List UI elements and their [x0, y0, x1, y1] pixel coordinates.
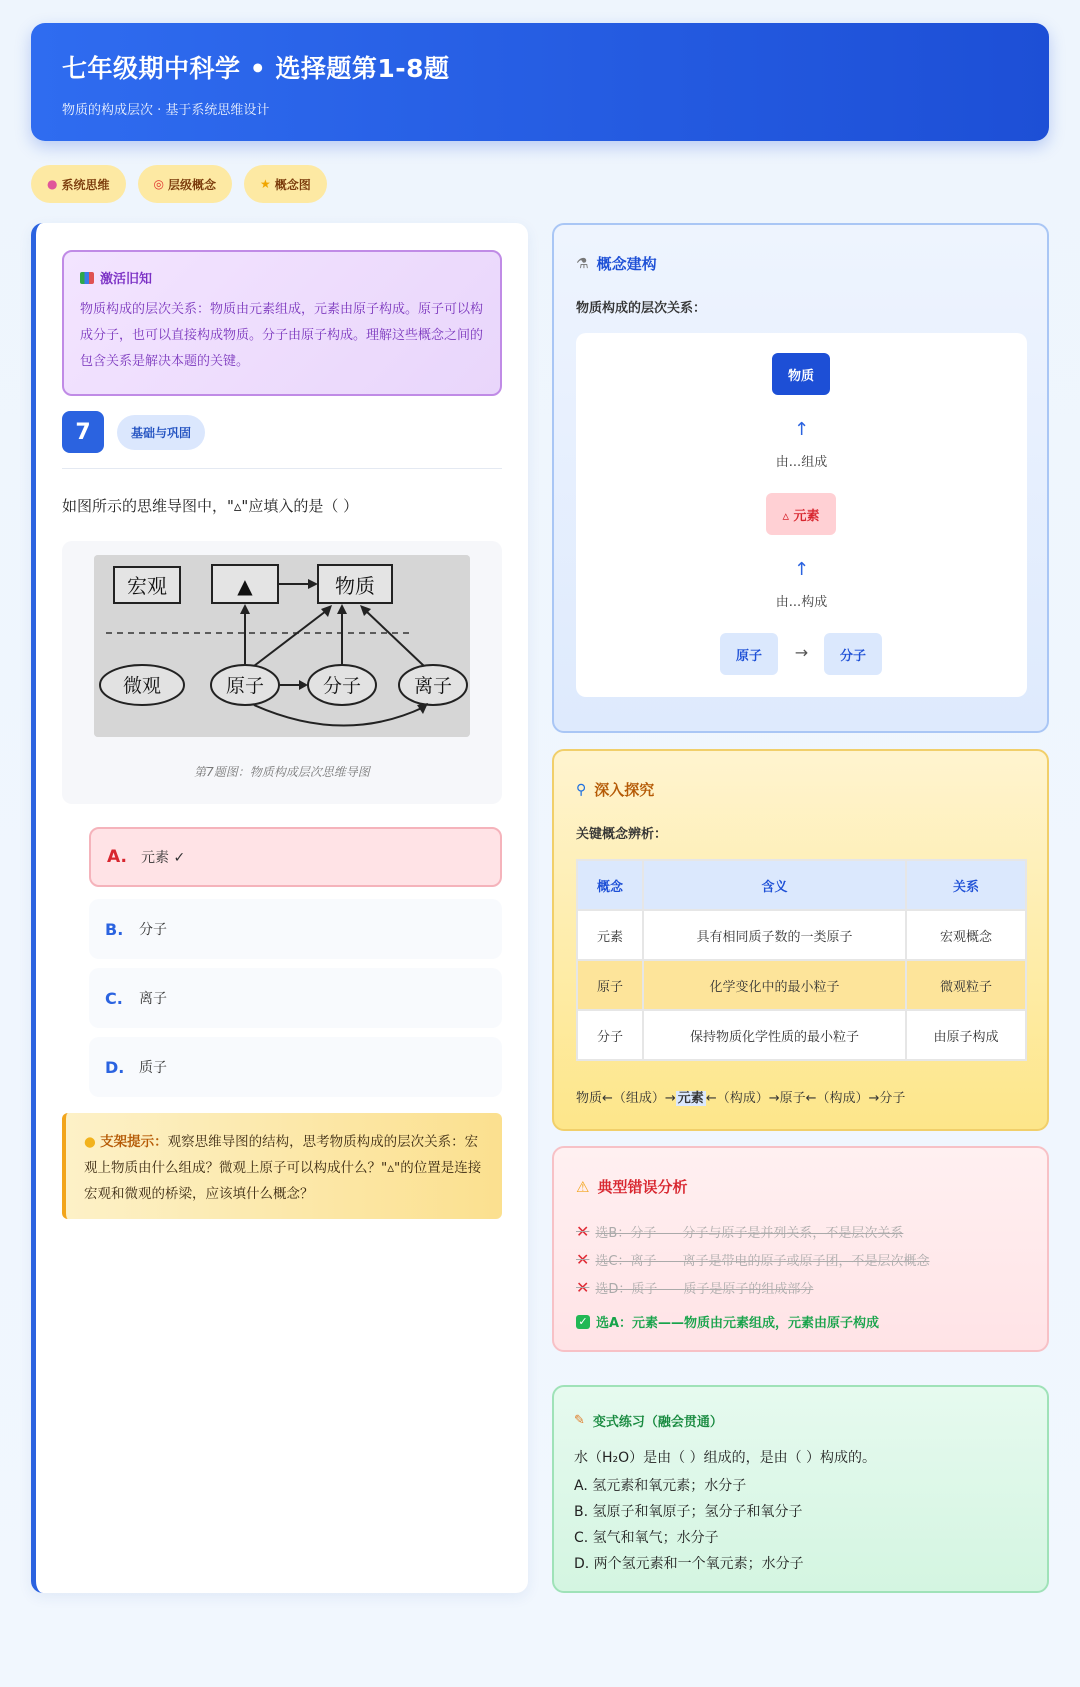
errors-heading — [576, 1176, 687, 1197]
option-letter: A. — [107, 847, 127, 867]
recall-heading — [80, 268, 484, 287]
table-cell: 元素 — [577, 910, 643, 960]
scaffold-text: 观察思维导图的结构，思考物质构成的层次关系：宏观上物质由什么组成？微观上原子可以构成什么？"▵"的位置是连接宏观和微观的桥梁，应该填什么概念？ — [84, 1134, 482, 1202]
books-icon — [80, 272, 94, 284]
microscope-icon: ⚗ — [576, 255, 589, 272]
tag-label: 概念图 — [274, 177, 311, 192]
target-icon: ◎ — [153, 177, 164, 191]
error-item — [576, 1278, 813, 1297]
tag-hierarchy[interactable] — [138, 165, 233, 203]
question-level-badge: 基础与巩固 — [117, 415, 205, 450]
scaffold-label: 支架提示： — [100, 1134, 168, 1150]
option-text: 分子 — [139, 922, 167, 938]
option-b[interactable] — [89, 899, 502, 959]
table-cell: 具有相同质子数的一类原子 — [643, 910, 906, 960]
correct-item — [576, 1312, 879, 1331]
page-title: 七年级期中科学 • 选择题第1-8题 — [62, 54, 450, 83]
option-letter: D. — [105, 1057, 125, 1077]
option-letter: C. — [105, 988, 123, 1008]
concept-heading — [576, 253, 657, 274]
magnifier-icon: ⚲ — [576, 781, 587, 798]
recall-box — [62, 250, 502, 396]
practice-option[interactable]: B. 氢原子和氧原子；氢分子和氧分子 — [574, 1504, 803, 1520]
deep-explore-card — [552, 749, 1049, 1131]
error-item — [576, 1250, 929, 1269]
table-header: 关系 — [906, 860, 1026, 910]
scaffold-hint — [62, 1113, 502, 1219]
error-text: 选B：分子——分子与原子是并列关系，不是层次关系 — [595, 1226, 904, 1241]
matter-label: 物质 — [335, 574, 375, 598]
memo-icon: ✎ — [574, 1413, 585, 1428]
option-c[interactable] — [89, 968, 502, 1028]
concept-subtitle: 物质构成的层次关系： — [576, 301, 707, 316]
up-arrow: ↑ — [793, 419, 810, 440]
triangle-label: ▲ — [237, 574, 253, 598]
chain-highlight: 元素 — [677, 1091, 704, 1106]
page-subtitle: 物质的构成层次 · 基于系统思维设计 — [62, 103, 270, 118]
lightbulb-icon: ● — [84, 1134, 96, 1150]
concept-building-card — [552, 223, 1049, 733]
practice-title: 变式练习（融会贯通） — [592, 1415, 723, 1430]
constituted-label: 由...构成 — [775, 595, 828, 610]
macro-label: 宏观 — [127, 574, 167, 598]
micro-label: 微观 — [122, 675, 162, 697]
option-letter: B. — [105, 919, 124, 939]
node-molecule: 分子 — [824, 633, 882, 675]
table-row — [577, 960, 1026, 1010]
node-matter: 物质 — [772, 353, 830, 395]
error-text: 选D：质子——质子是原子的组成部分 — [595, 1282, 814, 1297]
brain-icon: ● — [47, 177, 58, 191]
table-header: 含义 — [643, 860, 906, 910]
node-element: ▵ 元素 — [766, 493, 836, 535]
cross-icon: ✕ — [576, 1222, 590, 1241]
check-icon: ✓ — [576, 1315, 590, 1329]
tag-system-thinking[interactable] — [31, 165, 126, 203]
page-header — [31, 23, 1049, 141]
practice-option[interactable]: A. 氢元素和氧元素；水分子 — [574, 1478, 747, 1494]
table-cell: 分子 — [577, 1010, 643, 1060]
table-cell: 化学变化中的最小粒子 — [643, 960, 906, 1010]
practice-heading — [574, 1411, 723, 1430]
explore-subtitle: 关键概念辨析： — [576, 827, 668, 842]
correct-text: 选A：元素——物质由元素组成，元素由原子构成 — [596, 1316, 880, 1331]
chain-post: ←（构成）→原子←（构成）→分子 — [705, 1091, 906, 1106]
question-card — [31, 223, 528, 1593]
table-row — [577, 1010, 1026, 1060]
question-number: 7 — [62, 411, 104, 453]
error-text: 选C：离子——离子是带电的原子或原子团，不是层次概念 — [595, 1254, 930, 1269]
table-header-row — [577, 860, 1026, 910]
divider — [62, 468, 502, 469]
question-text: 如图所示的思维导图中，"▵"应填入的是（ ） — [62, 497, 359, 515]
atom-label: 原子 — [225, 675, 265, 697]
tag-label: 系统思维 — [61, 177, 110, 192]
star-icon: ★ — [260, 177, 271, 191]
mind-map-image — [94, 555, 470, 737]
up-arrow: ↑ — [793, 559, 810, 580]
molecule-label: 分子 — [322, 675, 362, 697]
relation-chain — [576, 1087, 905, 1106]
option-text: 元素 ✓ — [141, 850, 186, 866]
right-arrow: → — [794, 643, 809, 662]
explore-title: 深入探究 — [594, 781, 655, 799]
table-row — [577, 910, 1026, 960]
ion-label: 离子 — [413, 675, 453, 697]
table-header: 概念 — [577, 860, 643, 910]
composed-label: 由...组成 — [775, 455, 828, 470]
errors-title: 典型错误分析 — [597, 1178, 688, 1196]
recall-text: 物质构成的层次关系：物质由元素组成，元素由原子构成。原子可以构成分子，也可以直接构成物质。分子由原子构成。理解这些概念之间的包含关系是解决本题的关键。 — [80, 302, 484, 369]
warning-icon: ⚠ — [576, 1177, 590, 1196]
figure-caption: 第7题图：物质构成层次思维导图 — [194, 765, 370, 779]
concept-table — [576, 859, 1027, 1061]
option-a[interactable] — [89, 827, 502, 887]
error-analysis-card — [552, 1146, 1049, 1352]
question-figure — [62, 541, 502, 804]
tag-concept-map[interactable] — [244, 165, 327, 203]
table-cell: 微观粒子 — [906, 960, 1026, 1010]
concept-title: 概念建构 — [596, 255, 657, 273]
cross-icon: ✕ — [576, 1278, 590, 1297]
table-cell: 保持物质化学性质的最小粒子 — [643, 1010, 906, 1060]
option-text: 质子 — [139, 1060, 167, 1076]
option-text: 离子 — [139, 991, 167, 1007]
mind-map-svg — [94, 555, 470, 737]
cross-icon: ✕ — [576, 1250, 590, 1269]
practice-card — [552, 1385, 1049, 1593]
option-d[interactable] — [89, 1037, 502, 1097]
explore-heading — [576, 779, 654, 800]
recall-title: 激活旧知 — [100, 272, 153, 287]
tag-list — [31, 165, 327, 203]
tag-label: 层级概念 — [167, 177, 216, 192]
table-cell: 由原子构成 — [906, 1010, 1026, 1060]
chain-pre: 物质←（组成）→ — [576, 1091, 676, 1106]
table-cell: 宏观概念 — [906, 910, 1026, 960]
hierarchy-diagram — [576, 333, 1027, 697]
table-cell: 原子 — [577, 960, 643, 1010]
node-atom: 原子 — [720, 633, 778, 675]
practice-question: 水（H₂O）是由（ ）组成的，是由（ ）构成的。 — [574, 1450, 877, 1466]
practice-option[interactable]: C. 氢气和氧气；水分子 — [574, 1530, 719, 1546]
error-item — [576, 1222, 903, 1241]
practice-option[interactable]: D. 两个氢元素和一个氧元素；水分子 — [574, 1556, 804, 1572]
